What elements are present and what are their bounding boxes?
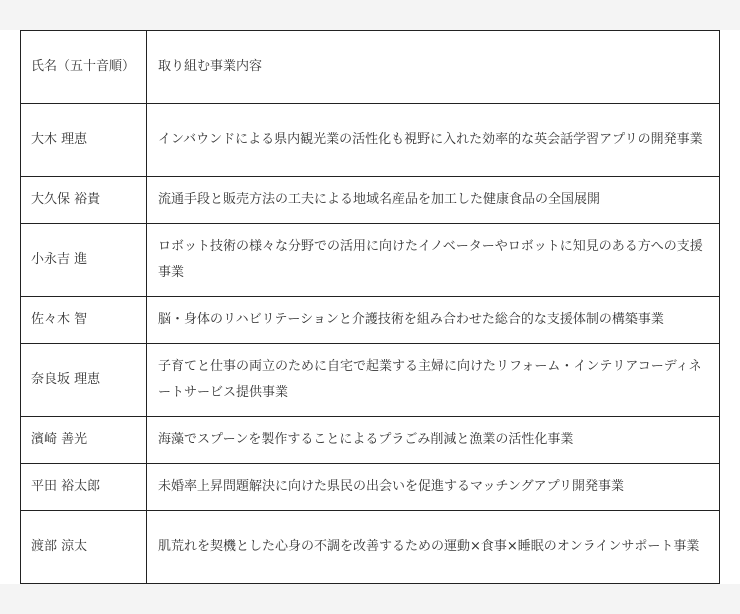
name-cell: 奈良坂 理恵 (21, 344, 147, 417)
project-cell: 肌荒れを契機とした心身の不調を改善するための運動×食事×睡眠のオンラインサポート事業 (147, 511, 720, 584)
name-cell: 濱崎 善光 (21, 417, 147, 464)
table-row (21, 224, 720, 297)
header-name-cell: 氏名（五十音順） (21, 31, 147, 104)
table-row (21, 464, 720, 511)
name-cell: 佐々木 智 (21, 297, 147, 344)
table-row (21, 297, 720, 344)
entrepreneur-project-table (20, 30, 720, 584)
project-cell: 子育てと仕事の両立のために自宅で起業する主婦に向けたリフォーム・インテリアコーディネートサービス提供事業 (147, 344, 720, 417)
project-cell: 流通手段と販売方法の工夫による地域名産品を加工した健康食品の全国展開 (147, 177, 720, 224)
project-cell: ロボット技術の様々な分野での活用に向けたイノベーターやロボットに知見のある方への支援事業 (147, 224, 720, 297)
name-cell: 大久保 裕貴 (21, 177, 147, 224)
table-row (21, 417, 720, 464)
name-cell: 渡部 涼太 (21, 511, 147, 584)
name-cell: 平田 裕太郎 (21, 464, 147, 511)
project-cell: 海藻でスプーンを製作することによるプラごみ削減と漁業の活性化事業 (147, 417, 720, 464)
table-row (21, 104, 720, 177)
table-header-row (21, 31, 720, 104)
table-row (21, 177, 720, 224)
name-cell: 大木 理恵 (21, 104, 147, 177)
header-project-cell: 取り組む事業内容 (147, 31, 720, 104)
table-row (21, 511, 720, 584)
project-cell: 脳・身体のリハビリテーションと介護技術を組み合わせた総合的な支援体制の構築事業 (147, 297, 720, 344)
project-cell: インバウンドによる県内観光業の活性化も視野に入れた効率的な英会話学習アプリの開発事業 (147, 104, 720, 177)
name-cell: 小永吉 進 (21, 224, 147, 297)
project-cell: 未婚率上昇問題解決に向けた県民の出会いを促進するマッチングアプリ開発事業 (147, 464, 720, 511)
table-row (21, 344, 720, 417)
